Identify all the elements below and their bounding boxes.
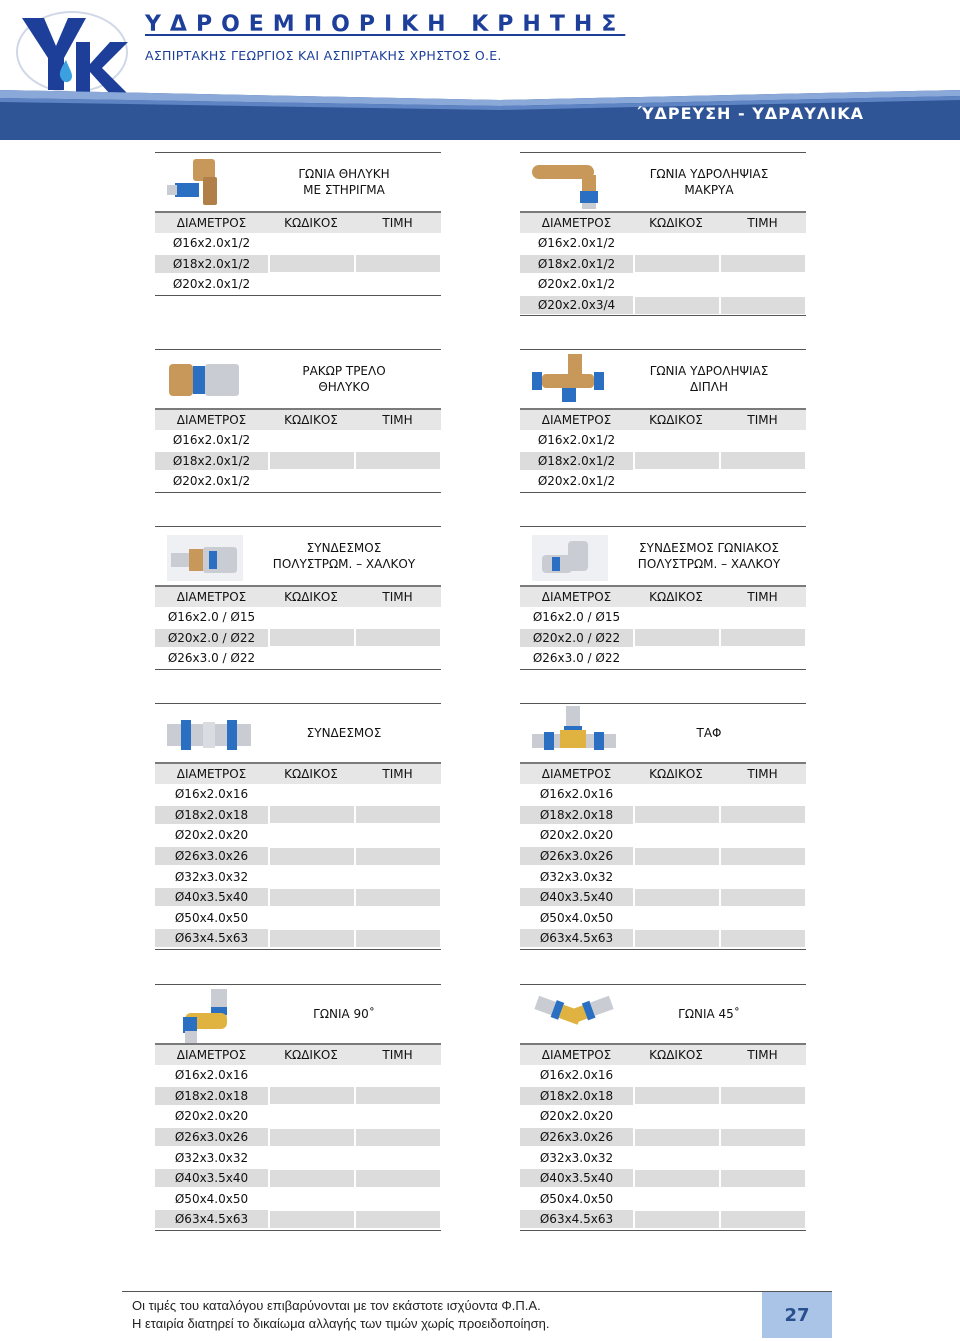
price-cell bbox=[721, 889, 805, 906]
table-row bbox=[155, 648, 441, 670]
diameter-column-header: ΔΙΑΜΕΤΡΟΣ bbox=[541, 1048, 612, 1062]
diameter-cell: Ø63x4.5x63 bbox=[155, 1210, 268, 1228]
product-header bbox=[155, 984, 441, 1043]
price-cell bbox=[356, 629, 440, 646]
price-cell bbox=[356, 1190, 440, 1207]
code-cell bbox=[270, 930, 354, 947]
diameter-cell: Ø16x2.0 / Ø15 bbox=[532, 610, 621, 625]
price-cell bbox=[356, 1149, 440, 1166]
price-column-header: ΤΙΜΗ bbox=[382, 590, 413, 604]
product-title: ΡΑΚΩΡ ΤΡΕΛΟ ΘΗΛΥΚΟ bbox=[302, 364, 386, 394]
footer-vat-note: Οι τιμές του καταλόγου επιβαρύνονται με τον εκάστοτε ισχύοντα Φ.Π.Α. bbox=[132, 1298, 541, 1313]
price-cell bbox=[356, 1170, 440, 1187]
table-row bbox=[155, 430, 441, 451]
diameter-cell: Ø50x4.0x50 bbox=[174, 1191, 249, 1206]
price-cell bbox=[721, 432, 805, 449]
table-header bbox=[520, 408, 806, 430]
price-cell bbox=[721, 276, 805, 293]
table-row bbox=[520, 471, 806, 493]
product-header bbox=[520, 526, 806, 585]
code-cell bbox=[635, 909, 719, 926]
table-row bbox=[520, 1189, 806, 1210]
wall-elbow-fitting-icon bbox=[167, 155, 251, 211]
table-row bbox=[520, 1168, 806, 1189]
table-row bbox=[155, 451, 441, 472]
price-cell bbox=[721, 629, 805, 646]
table-row bbox=[520, 846, 806, 867]
table-row bbox=[155, 887, 441, 908]
table-row bbox=[155, 1189, 441, 1210]
price-cell bbox=[356, 1211, 440, 1228]
code-cell bbox=[635, 868, 719, 885]
table-header bbox=[520, 585, 806, 607]
table-row bbox=[520, 784, 806, 805]
diameter-cell: Ø16x2.0x16 bbox=[174, 787, 249, 802]
price-cell bbox=[356, 609, 440, 626]
table-row bbox=[520, 648, 806, 670]
code-cell bbox=[270, 1087, 354, 1104]
diameter-cell: Ø16x2.0x1/2 bbox=[172, 433, 251, 448]
price-cell bbox=[721, 786, 805, 803]
diameter-cell: Ø63x4.5x63 bbox=[155, 929, 268, 947]
price-cell bbox=[721, 827, 805, 844]
price-column-header: ΤΙΜΗ bbox=[747, 1048, 778, 1062]
table-row bbox=[155, 1106, 441, 1127]
diameter-cell: Ø63x4.5x63 bbox=[520, 1210, 633, 1228]
diameter-cell: Ø16x2.0x16 bbox=[539, 1068, 614, 1083]
diameter-cell: Ø16x2.0x1/2 bbox=[537, 433, 616, 448]
diameter-cell: Ø20x2.0x20 bbox=[539, 1109, 614, 1124]
diameter-cell: Ø16x2.0x1/2 bbox=[537, 236, 616, 251]
product-header bbox=[520, 984, 806, 1043]
table-row bbox=[520, 1147, 806, 1168]
table-row bbox=[155, 825, 441, 846]
table-row bbox=[155, 866, 441, 887]
code-cell bbox=[270, 473, 354, 490]
code-cell bbox=[270, 827, 354, 844]
long-elbow-fitting-icon bbox=[532, 155, 616, 211]
code-cell bbox=[635, 827, 719, 844]
price-column-header: ΤΙΜΗ bbox=[382, 216, 413, 230]
code-cell bbox=[270, 1149, 354, 1166]
code-cell bbox=[635, 1087, 719, 1104]
price-cell bbox=[721, 1129, 805, 1146]
product-title: ΣΥΝΔΕΣΜΟΣ bbox=[306, 726, 382, 740]
code-cell bbox=[635, 432, 719, 449]
product-title: ΤΑΦ bbox=[696, 726, 722, 740]
diameter-cell: Ø16x2.0x16 bbox=[539, 787, 614, 802]
table-row bbox=[155, 846, 441, 867]
price-cell bbox=[721, 1211, 805, 1228]
price-column-header: ΤΙΜΗ bbox=[747, 590, 778, 604]
angled-copper-coupling-icon bbox=[532, 529, 616, 585]
code-cell bbox=[270, 432, 354, 449]
code-cell bbox=[635, 889, 719, 906]
code-cell bbox=[635, 650, 719, 667]
price-cell bbox=[721, 1087, 805, 1104]
section-title: ΎΔΡΕΥΣΗ - ΥΔΡΑΥΛΙΚΑ bbox=[637, 104, 864, 123]
price-cell bbox=[721, 909, 805, 926]
diameter-cell: Ø20x2.0x20 bbox=[174, 828, 249, 843]
diameter-cell: Ø26x3.0x26 bbox=[155, 1128, 268, 1146]
code-cell bbox=[635, 806, 719, 823]
product-title: ΓΩΝΙΑ 90˚ bbox=[313, 1007, 375, 1021]
code-cell bbox=[270, 276, 354, 293]
table-row bbox=[155, 1209, 441, 1231]
table-header bbox=[520, 762, 806, 784]
table-header bbox=[155, 762, 441, 784]
table-header bbox=[155, 211, 441, 233]
elbow-45-icon bbox=[532, 987, 616, 1043]
product-header bbox=[155, 703, 441, 762]
product-title: ΓΩΝΙΑ ΥΔΡΟΛΗΨΙΑΣ ΜΑΚΡΥΑ bbox=[649, 167, 769, 197]
table-header bbox=[155, 1043, 441, 1065]
diameter-cell: Ø50x4.0x50 bbox=[174, 910, 249, 925]
code-cell bbox=[635, 1067, 719, 1084]
table-row bbox=[520, 1127, 806, 1148]
diameter-column-header: ΔΙΑΜΕΤΡΟΣ bbox=[176, 590, 247, 604]
table-row bbox=[155, 928, 441, 950]
product-block bbox=[520, 349, 806, 493]
price-column-header: ΤΙΜΗ bbox=[747, 413, 778, 427]
table-row bbox=[520, 1209, 806, 1231]
diameter-cell: Ø20x2.0x20 bbox=[539, 828, 614, 843]
code-cell bbox=[635, 1149, 719, 1166]
diameter-cell: Ø32x3.0x32 bbox=[539, 869, 614, 884]
price-cell bbox=[356, 452, 440, 469]
straight-coupling-icon bbox=[167, 706, 251, 762]
price-cell bbox=[356, 650, 440, 667]
table-row bbox=[155, 1147, 441, 1168]
product-title: ΓΩΝΙΑ 45˚ bbox=[678, 1007, 740, 1021]
code-cell bbox=[635, 452, 719, 469]
table-row bbox=[155, 805, 441, 826]
price-cell bbox=[356, 909, 440, 926]
code-cell bbox=[270, 1170, 354, 1187]
diameter-cell: Ø16x2.0x1/2 bbox=[172, 236, 251, 251]
price-cell bbox=[721, 609, 805, 626]
price-cell bbox=[356, 235, 440, 252]
code-cell bbox=[270, 806, 354, 823]
product-header bbox=[155, 526, 441, 585]
double-elbow-fitting-icon bbox=[532, 352, 616, 408]
price-cell bbox=[356, 276, 440, 293]
table-row bbox=[520, 908, 806, 929]
diameter-cell: Ø16x2.0x16 bbox=[174, 1068, 249, 1083]
table-row bbox=[155, 233, 441, 254]
diameter-column-header: ΔΙΑΜΕΤΡΟΣ bbox=[541, 590, 612, 604]
diameter-cell: Ø50x4.0x50 bbox=[539, 910, 614, 925]
table-row bbox=[520, 233, 806, 254]
diameter-cell: Ø18x2.0x18 bbox=[520, 806, 633, 824]
price-cell bbox=[356, 432, 440, 449]
diameter-cell: Ø50x4.0x50 bbox=[539, 1191, 614, 1206]
price-cell bbox=[721, 235, 805, 252]
code-cell bbox=[635, 473, 719, 490]
diameter-cell: Ø20x2.0x1/2 bbox=[537, 277, 616, 292]
code-cell bbox=[270, 629, 354, 646]
price-cell bbox=[721, 255, 805, 272]
price-cell bbox=[721, 1190, 805, 1207]
code-column-header: ΚΩΔΙΚΟΣ bbox=[284, 767, 338, 781]
code-cell bbox=[270, 1067, 354, 1084]
table-row bbox=[520, 254, 806, 275]
price-cell bbox=[356, 930, 440, 947]
price-cell bbox=[721, 1108, 805, 1125]
price-cell bbox=[356, 889, 440, 906]
table-header bbox=[155, 408, 441, 430]
diameter-cell: Ø16x2.0 / Ø15 bbox=[167, 610, 256, 625]
diameter-cell: Ø32x3.0x32 bbox=[539, 1150, 614, 1165]
diameter-column-header: ΔΙΑΜΕΤΡΟΣ bbox=[176, 1048, 247, 1062]
code-cell bbox=[270, 1108, 354, 1125]
table-row bbox=[520, 866, 806, 887]
diameter-cell: Ø20x2.0x3/4 bbox=[520, 296, 633, 314]
code-cell bbox=[635, 235, 719, 252]
table-row bbox=[155, 1127, 441, 1148]
code-cell bbox=[270, 868, 354, 885]
product-block bbox=[155, 984, 441, 1231]
product-block bbox=[155, 526, 441, 670]
diameter-cell: Ø18x2.0x18 bbox=[155, 1087, 268, 1105]
table-header bbox=[155, 585, 441, 607]
company-name: ΥΔΡΟΕΜΠΟΡΙΚΗ ΚΡΗΤΗΣ bbox=[145, 12, 626, 37]
table-row bbox=[155, 471, 441, 493]
product-header bbox=[155, 349, 441, 408]
code-cell bbox=[270, 1129, 354, 1146]
diameter-column-header: ΔΙΑΜΕΤΡΟΣ bbox=[541, 216, 612, 230]
table-row bbox=[155, 1168, 441, 1189]
product-block bbox=[520, 152, 806, 316]
diameter-cell: Ø18x2.0x18 bbox=[520, 1087, 633, 1105]
table-row bbox=[520, 628, 806, 649]
company-owners: ΑΣΠΙΡΤΑΚΗΣ ΓΕΩΡΓΙΟΣ ΚΑΙ ΑΣΠΙΡΤΑΚΗΣ ΧΡΗΣΤΟΣ Ο.Ε. bbox=[145, 48, 502, 63]
diameter-cell: Ø20x2.0x1/2 bbox=[537, 474, 616, 489]
product-block bbox=[520, 984, 806, 1231]
diameter-column-header: ΔΙΑΜΕΤΡΟΣ bbox=[176, 413, 247, 427]
product-header bbox=[155, 152, 441, 211]
price-cell bbox=[721, 1067, 805, 1084]
price-cell bbox=[721, 650, 805, 667]
table-row bbox=[520, 430, 806, 451]
code-cell bbox=[635, 1190, 719, 1207]
table-row bbox=[520, 1106, 806, 1127]
code-column-header: ΚΩΔΙΚΟΣ bbox=[649, 1048, 703, 1062]
code-cell bbox=[270, 1211, 354, 1228]
code-cell bbox=[270, 609, 354, 626]
union-fitting-icon bbox=[167, 352, 251, 408]
table-row bbox=[155, 908, 441, 929]
price-cell bbox=[721, 848, 805, 865]
table-header bbox=[520, 1043, 806, 1065]
diameter-cell: Ø20x2.0x20 bbox=[174, 1109, 249, 1124]
price-column-header: ΤΙΜΗ bbox=[747, 216, 778, 230]
diameter-cell: Ø40x3.5x40 bbox=[520, 1169, 633, 1187]
table-row bbox=[155, 1065, 441, 1086]
code-cell bbox=[635, 1108, 719, 1125]
table-row bbox=[155, 1086, 441, 1107]
diameter-cell: Ø20x2.0x1/2 bbox=[172, 277, 251, 292]
diameter-cell: Ø20x2.0 / Ø22 bbox=[520, 629, 633, 647]
diameter-cell: Ø40x3.5x40 bbox=[520, 888, 633, 906]
diameter-column-header: ΔΙΑΜΕΤΡΟΣ bbox=[541, 767, 612, 781]
diameter-cell: Ø18x2.0x1/2 bbox=[520, 452, 633, 470]
price-cell bbox=[356, 1087, 440, 1104]
table-row bbox=[155, 607, 441, 628]
code-column-header: ΚΩΔΙΚΟΣ bbox=[649, 413, 703, 427]
code-column-header: ΚΩΔΙΚΟΣ bbox=[284, 590, 338, 604]
price-column-header: ΤΙΜΗ bbox=[747, 767, 778, 781]
code-cell bbox=[270, 889, 354, 906]
price-cell bbox=[721, 806, 805, 823]
code-cell bbox=[635, 629, 719, 646]
price-cell bbox=[721, 1149, 805, 1166]
code-cell bbox=[635, 1129, 719, 1146]
code-cell bbox=[635, 930, 719, 947]
table-row bbox=[520, 607, 806, 628]
table-row bbox=[520, 928, 806, 950]
code-cell bbox=[270, 650, 354, 667]
table-row bbox=[155, 628, 441, 649]
price-cell bbox=[356, 827, 440, 844]
price-cell bbox=[356, 1067, 440, 1084]
diameter-cell: Ø40x3.5x40 bbox=[155, 1169, 268, 1187]
code-cell bbox=[635, 1170, 719, 1187]
footer-divider bbox=[122, 1291, 832, 1292]
price-cell bbox=[356, 473, 440, 490]
company-logo bbox=[14, 8, 134, 96]
price-cell bbox=[721, 868, 805, 885]
product-header bbox=[520, 152, 806, 211]
product-block bbox=[155, 152, 441, 296]
price-cell bbox=[721, 452, 805, 469]
code-cell bbox=[270, 1190, 354, 1207]
code-column-header: ΚΩΔΙΚΟΣ bbox=[284, 216, 338, 230]
diameter-cell: Ø32x3.0x32 bbox=[174, 1150, 249, 1165]
price-cell bbox=[721, 473, 805, 490]
diameter-cell: Ø26x3.0x26 bbox=[520, 1128, 633, 1146]
diameter-cell: Ø20x2.0 / Ø22 bbox=[155, 629, 268, 647]
price-cell bbox=[356, 848, 440, 865]
diameter-cell: Ø32x3.0x32 bbox=[174, 869, 249, 884]
price-cell bbox=[356, 1129, 440, 1146]
price-column-header: ΤΙΜΗ bbox=[382, 767, 413, 781]
code-cell bbox=[635, 609, 719, 626]
product-block bbox=[520, 703, 806, 950]
price-cell bbox=[356, 786, 440, 803]
table-row bbox=[520, 805, 806, 826]
diameter-cell: Ø18x2.0x1/2 bbox=[155, 452, 268, 470]
diameter-column-header: ΔΙΑΜΕΤΡΟΣ bbox=[541, 413, 612, 427]
multilayer-copper-coupling-icon bbox=[167, 529, 251, 585]
price-cell bbox=[721, 297, 805, 314]
code-cell bbox=[270, 235, 354, 252]
product-title: ΓΩΝΙΑ ΥΔΡΟΛΗΨΙΑΣ ΔΙΠΛΗ bbox=[649, 364, 769, 394]
product-header bbox=[520, 703, 806, 762]
product-header bbox=[520, 349, 806, 408]
code-cell bbox=[635, 786, 719, 803]
diameter-cell: Ø26x3.0 / Ø22 bbox=[167, 651, 256, 666]
code-column-header: ΚΩΔΙΚΟΣ bbox=[284, 413, 338, 427]
price-cell bbox=[356, 806, 440, 823]
code-cell bbox=[635, 848, 719, 865]
price-cell bbox=[356, 868, 440, 885]
price-column-header: ΤΙΜΗ bbox=[382, 413, 413, 427]
product-title: ΣΥΝΔΕΣΜΟΣ ΠΟΛΥΣΤΡΩΜ. – ΧΑΛΚΟΥ bbox=[272, 541, 416, 571]
elbow-90-icon bbox=[167, 987, 251, 1043]
price-cell bbox=[356, 1108, 440, 1125]
table-row bbox=[520, 1065, 806, 1086]
code-cell bbox=[270, 909, 354, 926]
code-cell bbox=[635, 255, 719, 272]
table-row bbox=[520, 825, 806, 846]
price-cell bbox=[356, 255, 440, 272]
product-block bbox=[520, 526, 806, 670]
code-cell bbox=[270, 255, 354, 272]
table-row bbox=[520, 1086, 806, 1107]
code-column-header: ΚΩΔΙΚΟΣ bbox=[284, 1048, 338, 1062]
diameter-cell: Ø26x3.0x26 bbox=[520, 847, 633, 865]
diameter-cell: Ø63x4.5x63 bbox=[520, 929, 633, 947]
table-row bbox=[520, 451, 806, 472]
footer-price-change-note: Η εταιρία διατηρεί το δικαίωμα αλλαγής των τιμών χωρίς προειδοποίηση. bbox=[132, 1316, 550, 1331]
diameter-cell: Ø18x2.0x18 bbox=[155, 806, 268, 824]
tee-fitting-icon bbox=[532, 706, 616, 762]
code-cell bbox=[270, 786, 354, 803]
product-title: ΓΩΝΙΑ ΘΗΛΥΚΗ ΜΕ ΣΤΗΡΙΓΜΑ bbox=[298, 167, 390, 197]
code-cell bbox=[635, 276, 719, 293]
page-number: 27 bbox=[762, 1292, 832, 1338]
code-column-header: ΚΩΔΙΚΟΣ bbox=[649, 216, 703, 230]
price-column-header: ΤΙΜΗ bbox=[382, 1048, 413, 1062]
table-header bbox=[520, 211, 806, 233]
diameter-cell: Ø18x2.0x1/2 bbox=[520, 255, 633, 273]
code-cell bbox=[635, 1211, 719, 1228]
diameter-column-header: ΔΙΑΜΕΤΡΟΣ bbox=[176, 216, 247, 230]
table-row bbox=[155, 784, 441, 805]
page-header bbox=[0, 0, 960, 140]
table-row bbox=[520, 274, 806, 295]
table-row bbox=[155, 274, 441, 296]
code-cell bbox=[270, 452, 354, 469]
diameter-cell: Ø18x2.0x1/2 bbox=[155, 255, 268, 273]
product-block bbox=[155, 703, 441, 950]
diameter-column-header: ΔΙΑΜΕΤΡΟΣ bbox=[176, 767, 247, 781]
table-row bbox=[520, 295, 806, 317]
table-row bbox=[520, 887, 806, 908]
code-cell bbox=[635, 297, 719, 314]
diameter-cell: Ø20x2.0x1/2 bbox=[172, 474, 251, 489]
code-column-header: ΚΩΔΙΚΟΣ bbox=[649, 590, 703, 604]
code-column-header: ΚΩΔΙΚΟΣ bbox=[649, 767, 703, 781]
price-cell bbox=[721, 1170, 805, 1187]
table-row bbox=[155, 254, 441, 275]
product-block bbox=[155, 349, 441, 493]
code-cell bbox=[270, 848, 354, 865]
diameter-cell: Ø26x3.0x26 bbox=[155, 847, 268, 865]
price-cell bbox=[721, 930, 805, 947]
diameter-cell: Ø26x3.0 / Ø22 bbox=[532, 651, 621, 666]
product-title: ΣΥΝΔΕΣΜΟΣ ΓΩΝΙΑΚΟΣ ΠΟΛΥΣΤΡΩΜ. – ΧΑΛΚΟΥ bbox=[637, 541, 781, 571]
diameter-cell: Ø40x3.5x40 bbox=[155, 888, 268, 906]
